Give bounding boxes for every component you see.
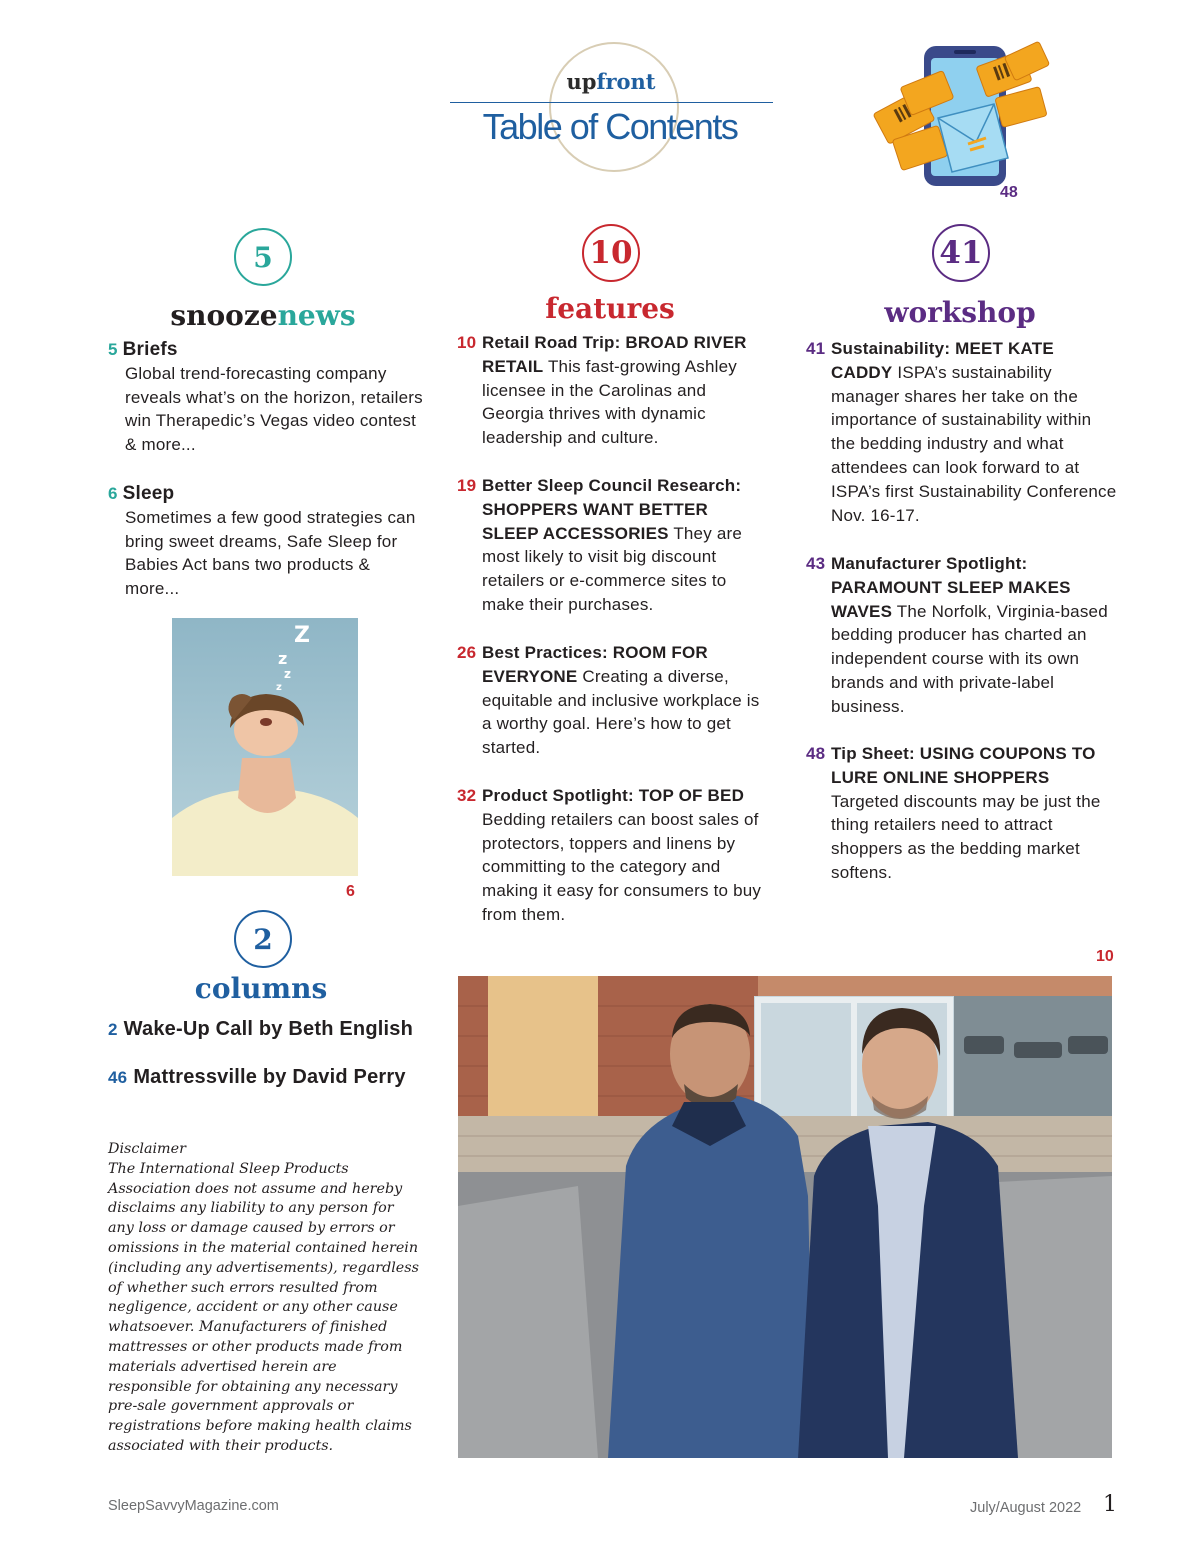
entry-page-number: 32 bbox=[457, 786, 477, 805]
svg-text:z: z bbox=[276, 682, 282, 693]
section-kicker bbox=[500, 69, 722, 95]
entry-description: ISPA’s sustainability manager shares her take on the importance of sustainability within the bedding industry and what attendees can look forward to at ISPA’s first Sustainability Conference Nov. 16-17. bbox=[831, 362, 1117, 525]
footer-website[interactable]: SleepSavvyMagazine.com bbox=[108, 1498, 279, 1514]
entry-title: Best Practices: ROOM FOR EVERYONE bbox=[482, 643, 708, 686]
entry-description: Creating a diverse, equitable and inclusive workplace is a worthy goal. Here’s how to get started. bbox=[482, 666, 760, 758]
footer-issue-date: July/August 2022 bbox=[970, 1500, 1082, 1516]
entry-page-number: 10 bbox=[457, 333, 477, 352]
two-men-photo bbox=[458, 976, 1112, 1458]
entry-title: Briefs bbox=[122, 339, 178, 360]
toc-entry-best-practices[interactable] bbox=[457, 641, 767, 760]
sleeper-figure-page: 6 bbox=[346, 883, 355, 900]
page-title: Table of Contents bbox=[482, 106, 738, 147]
entry-title: Better Sleep Council Research: SHOPPERS WANT BETTER SLEEP ACCESSORIES bbox=[482, 476, 742, 543]
features-page-circle: 10 bbox=[582, 224, 640, 282]
toc-entry-wake-up-call[interactable] bbox=[108, 1018, 428, 1042]
toc-entry-better-sleep-council[interactable] bbox=[457, 474, 767, 617]
svg-text:z: z bbox=[284, 667, 291, 681]
toc-entry-product-spotlight[interactable] bbox=[457, 784, 767, 927]
entry-title: Retail Road Trip: BROAD RIVER RETAIL bbox=[482, 333, 747, 376]
entry-description: They are most likely to visit big discount retailers or e-commerce sites to make their purchases. bbox=[482, 523, 742, 614]
entry-description: This fast-growing Ashley licensee in the Carolinas and Georgia thrives with dynamic leadership and culture. bbox=[482, 356, 737, 448]
entry-description: Global trend-forecasting company reveals what’s on the horizon, retailers win Therapedic’s Vegas video contest & more... bbox=[125, 363, 423, 455]
entry-title: Tip Sheet: USING COUPONS TO LURE ONLINE SHOPPERS bbox=[831, 744, 1096, 787]
disclaimer-block bbox=[108, 1140, 420, 1457]
entry-page-number: 48 bbox=[806, 744, 826, 763]
snooze-news-page-circle: 5 bbox=[234, 228, 292, 286]
entry-page-number: 5 bbox=[108, 340, 118, 359]
disclaimer-text: The International Sleep Products Association does not assume and hereby disclaims any liability to any person for any loss or damage caused by errors or omissions in the material contained herein (including any advertisements), regardless of whether such errors resulted from negligence, accident or any other cause whatsoever. Manufacturers of finished mattresses or other products made from materials advertised herein are responsible for obtaining any necessary pre-sale government approvals or registrations before making health claims associated with their products. bbox=[108, 1160, 419, 1454]
toc-entry-briefs[interactable] bbox=[108, 338, 428, 457]
entry-page-number: 19 bbox=[457, 476, 477, 495]
toc-entry-retail-road-trip[interactable] bbox=[457, 331, 767, 450]
entry-title: Sleep bbox=[122, 483, 175, 504]
toc-entry-mattressville[interactable] bbox=[108, 1066, 428, 1090]
disclaimer-heading: Disclaimer bbox=[108, 1141, 186, 1157]
features-heading: features bbox=[545, 292, 675, 325]
entry-title: Mattressville by David Perry bbox=[133, 1066, 406, 1088]
entry-page-number: 2 bbox=[108, 1020, 118, 1039]
entry-page-number: 46 bbox=[108, 1068, 128, 1087]
entry-title: Sustainability: MEET KATE CADDY bbox=[831, 339, 1054, 382]
header-rule bbox=[450, 102, 773, 103]
columns-page-circle: 2 bbox=[234, 910, 292, 968]
news-word: news bbox=[277, 299, 356, 332]
svg-text:Z: Z bbox=[294, 623, 310, 648]
entry-page-number: 43 bbox=[806, 554, 826, 573]
entry-description: Sometimes a few good strategies can bring sweet dreams, Safe Sleep for Babies Act bans two products & more... bbox=[125, 507, 416, 599]
coupon-figure-page: 48 bbox=[1000, 184, 1018, 201]
kicker-up: up bbox=[566, 69, 597, 94]
entry-description: Targeted discounts may be just the thing retailers need to attract shoppers as the bedding market softens. bbox=[831, 791, 1101, 882]
sleeping-man-illustration bbox=[172, 618, 358, 876]
entry-description: The Norfolk, Virginia-based bedding producer has charted an independent course with its own brands and with private-label business. bbox=[831, 601, 1108, 716]
svg-text:z: z bbox=[278, 649, 288, 668]
entry-description: Bedding retailers can boost sales of protectors, toppers and linens by committing to the category and making it easy for consumers to buy from them. bbox=[482, 809, 762, 924]
entry-page-number: 26 bbox=[457, 643, 477, 662]
kicker-front: front bbox=[596, 69, 656, 94]
snooze-word: snooze bbox=[170, 299, 278, 332]
toc-entry-tip-sheet[interactable] bbox=[806, 742, 1118, 885]
toc-entry-manufacturer-spotlight[interactable] bbox=[806, 552, 1118, 719]
entry-page-number: 6 bbox=[108, 484, 118, 503]
workshop-page-circle: 41 bbox=[932, 224, 990, 282]
snooze-news-heading bbox=[163, 299, 363, 333]
phone-coupons-icon bbox=[868, 40, 1054, 186]
entry-title: Wake-Up Call by Beth English bbox=[123, 1018, 413, 1040]
columns-heading: columns bbox=[194, 972, 328, 1005]
entry-title: Manufacturer Spotlight: PARAMOUNT SLEEP MAKES WAVES bbox=[831, 554, 1071, 621]
photo-figure-page: 10 bbox=[1096, 948, 1114, 965]
entry-title: Product Spotlight: TOP OF BED bbox=[482, 786, 745, 805]
footer-page-number: 1 bbox=[1103, 1492, 1117, 1517]
toc-entry-sleep[interactable] bbox=[108, 482, 428, 601]
entry-page-number: 41 bbox=[806, 339, 826, 358]
toc-entry-sustainability[interactable] bbox=[806, 337, 1118, 527]
workshop-heading: workshop bbox=[884, 296, 1036, 329]
